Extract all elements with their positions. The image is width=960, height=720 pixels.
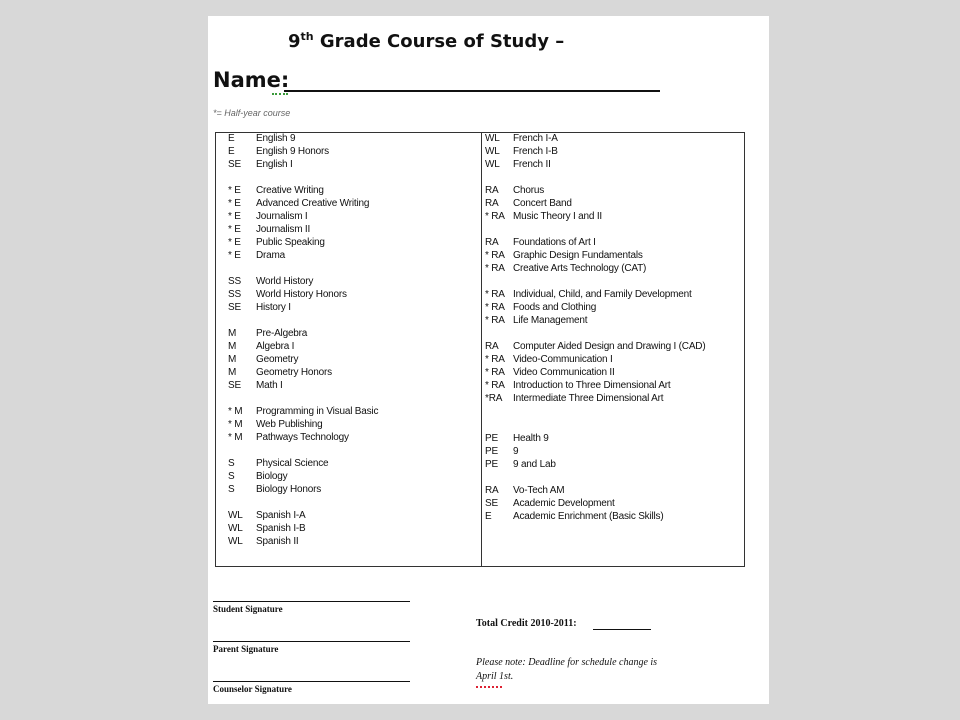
course-name: Pre-Algebra [256, 328, 308, 339]
course-code: * E [228, 224, 241, 235]
course-row [228, 341, 294, 353]
course-row [485, 250, 643, 262]
course-row [485, 159, 551, 171]
course-code: RA [485, 237, 499, 248]
course-row [228, 354, 298, 366]
course-code: M [228, 354, 237, 365]
half-year-note: *= Half-year course [213, 108, 291, 118]
course-code: SE [228, 302, 241, 313]
course-name: Intermediate Three Dimensional Art [513, 393, 664, 404]
course-code: * M [228, 432, 243, 443]
course-name: Journalism I [256, 211, 308, 222]
total-credits-field-line[interactable] [593, 629, 651, 630]
course-code: * RA [485, 315, 505, 326]
course-row [228, 237, 325, 249]
course-name: Geometry Honors [256, 367, 332, 378]
course-name: Creative Arts Technology (CAT) [513, 263, 647, 274]
course-code: * RA [485, 354, 505, 365]
course-code: SS [228, 276, 241, 287]
course-row [485, 289, 692, 301]
course-name: Individual, Child, and Family Development [513, 289, 692, 300]
course-row [228, 328, 307, 340]
course-row [228, 406, 378, 418]
course-code: S [228, 471, 235, 482]
course-row [485, 146, 558, 158]
course-code: RA [485, 185, 499, 196]
course-row [228, 471, 287, 483]
course-code: M [228, 367, 237, 378]
course-row [228, 510, 306, 522]
course-form-page [208, 16, 769, 704]
course-name: Spanish I-B [256, 523, 306, 534]
course-row [228, 211, 308, 223]
course-name: Advanced Creative Writing [256, 198, 370, 209]
course-name: Life Management [513, 315, 588, 326]
course-name: History I [256, 302, 291, 313]
course-row [485, 302, 596, 314]
course-name: English 9 [256, 133, 296, 144]
course-name: Spanish II [256, 536, 299, 547]
course-code: S [228, 484, 235, 495]
course-row [228, 224, 310, 236]
course-row [228, 432, 349, 444]
course-row [485, 433, 549, 445]
course-row [228, 185, 324, 197]
course-name: Web Publishing [256, 419, 323, 430]
spellcheck-underline [476, 684, 502, 688]
course-code: WL [228, 510, 243, 521]
course-row [228, 419, 323, 431]
course-row [485, 237, 596, 249]
course-name: Pathways Technology [256, 432, 349, 443]
course-row [485, 393, 663, 405]
course-row [485, 367, 615, 379]
course-code: PE [485, 433, 498, 444]
course-row [228, 276, 313, 288]
course-name: Math I [256, 380, 283, 391]
column-divider [481, 133, 482, 566]
course-row [485, 263, 646, 275]
course-name: Graphic Design Fundamentals [513, 250, 643, 261]
page-title: 9th Grade Course of Study – [288, 30, 565, 52]
course-code: * E [228, 198, 241, 209]
course-row [228, 289, 347, 301]
course-code: E [228, 133, 235, 144]
course-row [228, 159, 293, 171]
course-name: Academic Enrichment (Basic Skills) [513, 511, 664, 522]
course-code: E [485, 511, 492, 522]
course-name: Health 9 [513, 433, 549, 444]
course-code: SS [228, 289, 241, 300]
course-code: * M [228, 406, 243, 417]
course-code: * RA [485, 367, 505, 378]
course-name: Computer Aided Design and Drawing I (CAD) [513, 341, 706, 352]
course-code: *RA [485, 393, 503, 404]
course-row [485, 315, 587, 327]
course-row [485, 498, 615, 510]
student-signature-line[interactable] [213, 601, 410, 602]
course-code: * RA [485, 211, 505, 222]
course-name: English I [256, 159, 293, 170]
course-name: Biology Honors [256, 484, 322, 495]
course-code: E [228, 146, 235, 157]
course-code: * E [228, 185, 241, 196]
course-code: * RA [485, 289, 505, 300]
course-name: Public Speaking [256, 237, 325, 248]
course-row [228, 146, 329, 158]
course-row [228, 367, 332, 379]
name-label: Name: [213, 68, 290, 92]
course-row [228, 302, 291, 314]
course-row [228, 458, 328, 470]
course-name: Academic Development [513, 498, 615, 509]
course-code: * RA [485, 302, 505, 313]
course-list-box [215, 132, 745, 567]
course-row [485, 354, 613, 366]
course-name: Music Theory I and II [513, 211, 602, 222]
course-name: French I-B [513, 146, 558, 157]
course-row [485, 185, 544, 197]
deadline-note: Please note: Deadline for schedule change is April 1st. [476, 657, 658, 682]
course-row [485, 446, 518, 458]
course-name: Introduction to Three Dimensional Art [513, 380, 671, 391]
course-code: WL [228, 536, 243, 547]
course-name: Journalism II [256, 224, 311, 235]
course-name: Programming in Visual Basic [256, 406, 379, 417]
course-code: * E [228, 237, 241, 248]
course-code: WL [485, 146, 500, 157]
course-code: * RA [485, 263, 505, 274]
course-row [485, 211, 602, 223]
course-row [228, 536, 298, 548]
course-code: PE [485, 446, 498, 457]
course-code: M [228, 341, 237, 352]
course-name: English 9 Honors [256, 146, 329, 157]
course-name: French II [513, 159, 551, 170]
course-name: Algebra I [256, 341, 295, 352]
course-code: RA [485, 198, 499, 209]
course-code: RA [485, 341, 499, 352]
course-name: Foundations of Art I [513, 237, 596, 248]
course-name: Biology [256, 471, 288, 482]
course-code: SE [228, 380, 241, 391]
course-code: M [228, 328, 237, 339]
course-code: SE [485, 498, 498, 509]
course-name: Spanish I-A [256, 510, 306, 521]
course-row [228, 380, 283, 392]
name-field-line[interactable] [284, 90, 660, 92]
course-name: Chorus [513, 185, 545, 196]
course-row [485, 133, 558, 145]
course-row [485, 341, 705, 353]
course-name: Drama [256, 250, 286, 261]
course-row [485, 459, 556, 471]
course-row [228, 133, 295, 145]
course-name: World History [256, 276, 314, 287]
course-row [485, 511, 663, 523]
course-name: Creative Writing [256, 185, 324, 196]
course-code: RA [485, 485, 499, 496]
course-name: Physical Science [256, 458, 329, 469]
course-row [485, 380, 671, 392]
course-code: * RA [485, 250, 505, 261]
course-row [485, 198, 572, 210]
course-name: Video Communication II [513, 367, 615, 378]
course-row [228, 198, 369, 210]
course-code: * M [228, 419, 243, 430]
counselor-signature-line[interactable] [213, 681, 410, 682]
course-row [228, 250, 285, 262]
course-code: SE [228, 159, 241, 170]
course-name: 9 and Lab [513, 459, 556, 470]
course-code: WL [228, 523, 243, 534]
course-name: Vo-Tech AM [513, 485, 565, 496]
course-code: * RA [485, 380, 505, 391]
total-credits-label: Total Credit 2010-2011: [476, 618, 577, 629]
course-name: 9 [513, 446, 519, 457]
course-name: Foods and Clothing [513, 302, 597, 313]
course-code: PE [485, 459, 498, 470]
course-row [228, 484, 321, 496]
course-row [228, 523, 306, 535]
course-name: World History Honors [256, 289, 347, 300]
student-signature-label: Student Signature [213, 604, 283, 614]
course-code: WL [485, 159, 500, 170]
course-code: WL [485, 133, 500, 144]
course-name: Geometry [256, 354, 299, 365]
course-code: S [228, 458, 235, 469]
course-name: Video-Communication I [513, 354, 613, 365]
counselor-signature-label: Counselor Signature [213, 684, 292, 694]
course-name: French I-A [513, 133, 558, 144]
parent-signature-line[interactable] [213, 641, 410, 642]
parent-signature-label: Parent Signature [213, 644, 279, 654]
course-name: Concert Band [513, 198, 572, 209]
course-code: * E [228, 211, 241, 222]
course-code: * E [228, 250, 241, 261]
course-row [485, 485, 564, 497]
